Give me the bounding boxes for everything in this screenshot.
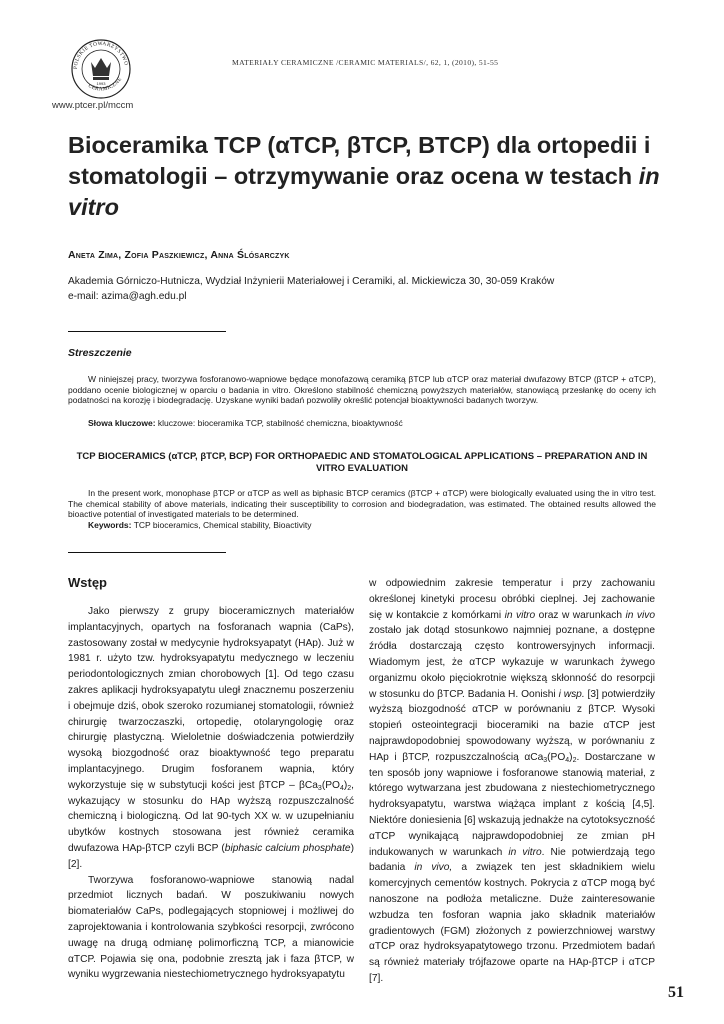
body-column-right xyxy=(369,576,655,987)
journal-citation: MATERIAŁY CERAMICZNE /CERAMIC MATERIALS/, 62, 1, (2010), 51-55 xyxy=(232,58,499,67)
abstract-en-title: TCP BIOCERAMICS (αTCP, βTCP, BCP) FOR ORTHOPAEDIC AND STOMATOLOGICAL APPLICATIONS – PREPARATION AND IN VITRO EVALUATION xyxy=(76,451,648,474)
page-number: 51 xyxy=(668,984,684,1001)
svg-text:1993: 1993 xyxy=(96,81,106,86)
affiliation-address: Akademia Górniczo-Hutnicza, Wydział Inżynierii Materiałowej i Ceramiki, al. Mickiewicza 30, 30-059 Kraków xyxy=(68,276,555,287)
svg-text:POLSKIE TOWARZYSTWO: POLSKIE TOWARZYSTWO xyxy=(72,40,129,70)
authors: Aneta Zima, Zofia Paszkiewicz, Anna Ślósarczyk xyxy=(68,249,290,261)
title-italic: in vitro xyxy=(68,163,660,220)
abstract-en-text: In the present work, monophase βTCP or αTCP as well as biphasic BTCP ceramics (βTCP + αTCP) were biologically evaluated using the in vitro test. The chemical stability of above materials, indicating their susceptibility to corrosion and biodegradation, was estimated. The obtained results allowed the bioactive potential of investigated materials to be determined. xyxy=(68,488,656,519)
abstract-pl-keywords: Słowa kluczowe: kluczowe: bioceramika TCP, stabilność chemiczna, bioaktywność xyxy=(88,418,403,428)
title-main: Bioceramika TCP (αTCP, βTCP, BTCP) dla ortopedii i stomatologii – otrzymywanie oraz ocena w testach xyxy=(68,132,651,189)
body-column-left xyxy=(68,604,354,983)
paragraph: Tworzywa fosforanowo-wapniowe stanowią nadal przedmiot licznych badań. W poszukiwaniu nowych biomateriałów CaPs, podlegających stopniowej i możliwej do zaprojektowania i kontrolowania szybkości resorpcji, zwrócono uwagę na drugą odmianę polimorficzną TCP, a mianowicie αTCP. Pojawia się ona, podobnie zresztą jak i faza βTCP, w wyniku wygrzewania niestechiometrycznego hydroksyapatytu xyxy=(68,874,354,981)
divider xyxy=(68,331,226,332)
affiliation xyxy=(68,274,668,304)
abstract-heading: Streszczenie xyxy=(68,347,132,359)
society-logo xyxy=(58,38,144,100)
abstract-en-keywords: Keywords: TCP bioceramics, Chemical stability, Bioactivity xyxy=(88,520,312,530)
paragraph: w odpowiednim zakresie temperatur i przy zachowaniu określonej kinetyki procesu obróbki cieplnej. Jej zachowanie się w kontakcie z komórkami in vitro oraz w warunkach in vivo zostało jak dotąd stosunkowo najmniej poznane, a dostępne źródła dostarczają często kontrowersyjnych informacji. Wiadomym jest, że αTCP wykazuje w warunkach żywego organizmu około pięciokrotnie większą skłonność do resorpcji w stosunku do βTCP. Badania H. Oonishi i wsp. [3] potwierdziły wyższą biozgodność αTCP w porównaniu z βTCP. Wysoki stopień osteointegracji bioceramiki na bazie αTCP jest najprawdopodobniej spowodowany wyższą, w porównaniu z HAp i βTCP, rozpuszczalnością $\alpha Ca_3(PO_4)_2$. Dostarczane w ten sposób jony wapniowe i fosforanowe stanowią materiał, z którego wytwarzana jest zbudowana z niestechiometrycznego hydroksyapatytu, warstwa wiążąca implant z kością [4,5]. Niektóre doniesienia [6] wskazują jednakże na cytotoksyczność αTCP wynikającą najprawdopodobniej ze zmian pH indukowanych w warunkach in vitro. Nie potwierdzają tego badania in vivo, a związek ten jest składnikiem wielu komercyjnych cementów kostnych. Pokrycia z αTCP mogą być nanoszone na podłoża metaliczne. Duże zainteresowanie wzbudza ten fosforan wapnia jako składnik materiałów gradientowych (FGM) złożonych z powierzchniowej warstwy αTCP oraz hydroksyapatytowego trzonu. Przedmiotem badań są również materiały trójfazowe oparte na HAp-βTCP i αTCP [7]. xyxy=(369,578,655,984)
section-heading: Wstęp xyxy=(68,575,107,590)
svg-text:CERAMICZNE: CERAMICZNE xyxy=(86,76,124,93)
divider xyxy=(68,552,226,553)
abstract-pl-text: W niniejszej pracy, tworzywa fosforanowo-wapniowe będące monofazową ceramiką βTCP lub αTCP oraz materiał dwufazowy BTCP (βTCP + αTCP), poddano ocenie biologicznej w oparciu o badania in vitro. Określono stabilność chemiczną powyższych materiałów, stanowiącą przesłankę do oceny ich podatności na korozję i biodegradację. Uzyskane wyniki badań pozwoliły określić potencjał bioaktywności badanych tworzyw. xyxy=(68,374,656,405)
affiliation-email[interactable]: e-mail: azima@agh.edu.pl xyxy=(68,291,187,302)
article-title xyxy=(68,130,668,223)
journal-url[interactable]: www.ptcer.pl/mccm xyxy=(52,100,134,111)
paragraph: Jako pierwszy z grupy bioceramicznych materiałów implantacyjnych, opartych na fosforanach wapnia (CaPs), zastosowany został w medycynie hydroksyapatyt (HAp). Już w 1981 r. użyto tzw. hydroksyapatytu medycznego w leczeniu periodontologicznych zmian chorobowych [1]. Od tego czasu zakres aplikacji hydroksyapatytu uległ znacznemu poszerzeniu i obejmuje dziś, obok szeroko rozumianej stomatologii, również chirurgię twarzoczaszki, ortopedię, otolaryngologię oraz chirurgię plastyczną. Wieloletnie doświadczenia potwierdziły wysoką biozgodność oraz bioaktywność tego preparatu implantacyjnego. Drugim fosforanem wapnia, który wykorzystuje się w substytucji kości jest βTCP – $\beta Ca_3(PO_4)_2$, wykazujący w stosunku do HAp wyższą rozpuszczalność chemiczną i biologiczną. Od lat 90-tych XX w. w uzupełnianiu ubytków kostnych stosowana jest również ceramika dwufazowa HAp-βTCP czyli BCP (biphasic calcium phosphate) [2]. xyxy=(68,606,354,870)
